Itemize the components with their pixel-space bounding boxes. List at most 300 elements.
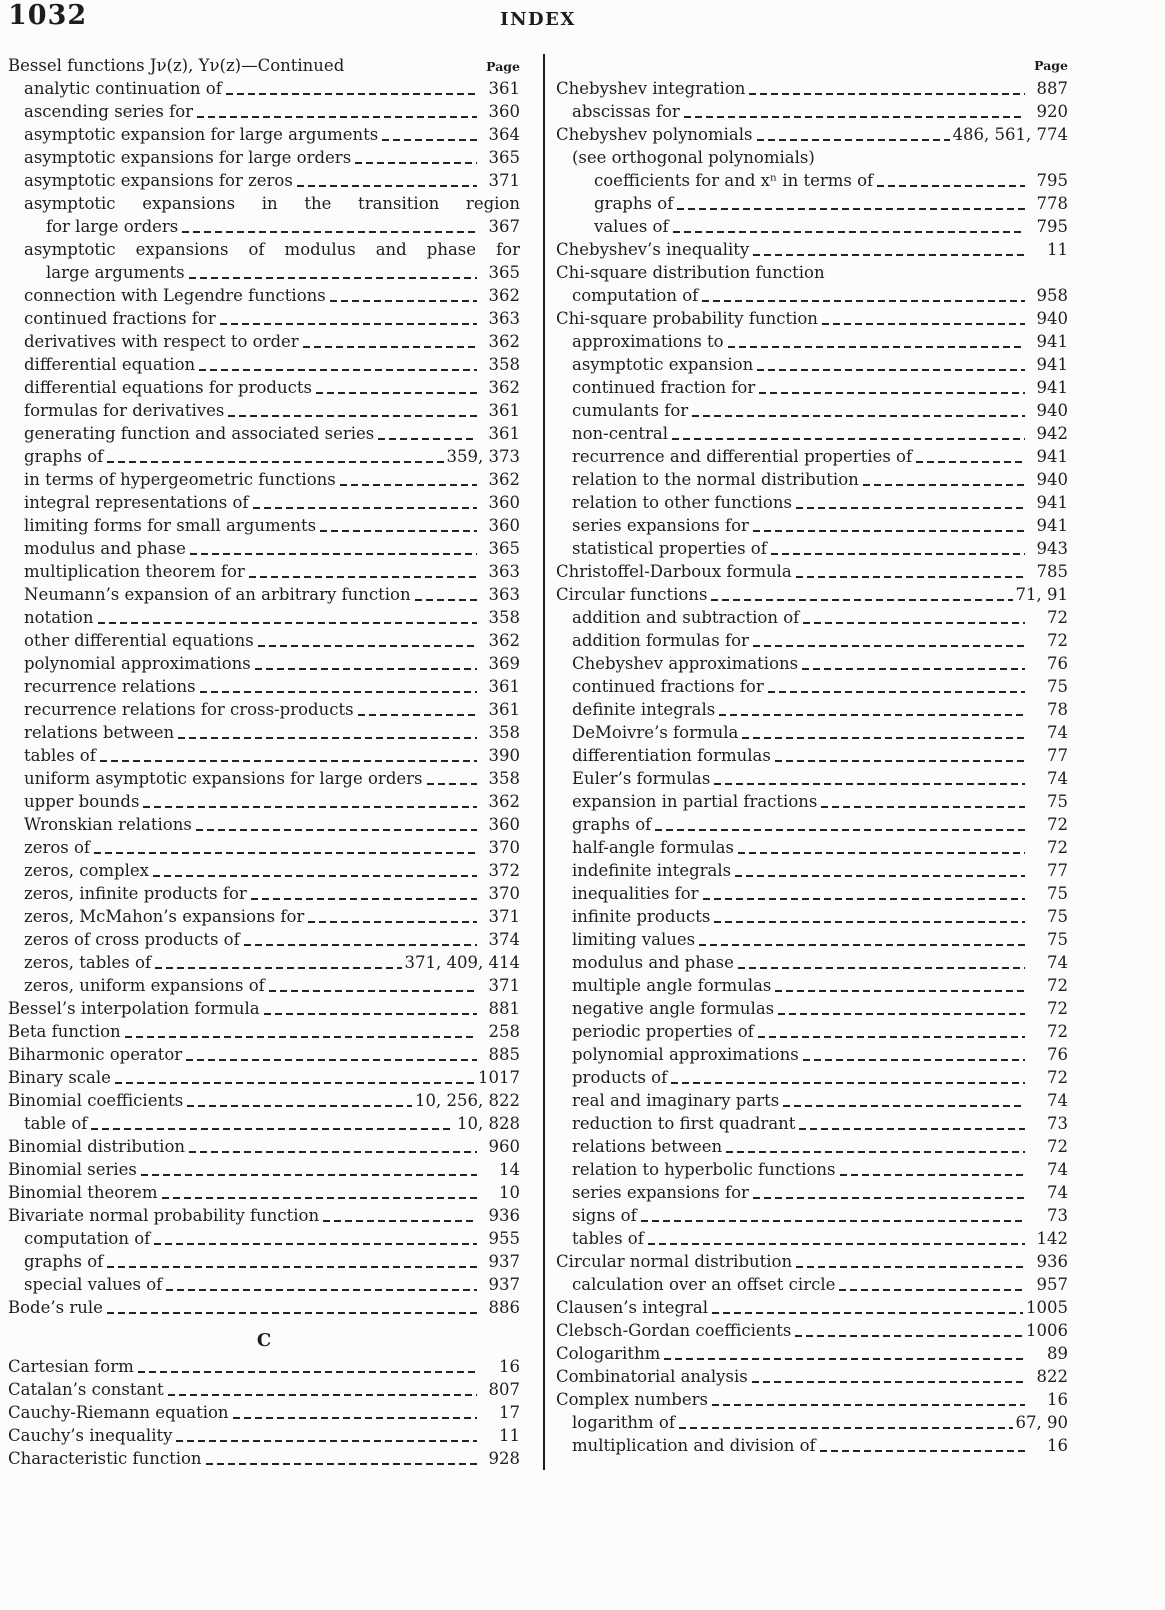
index-entry (8, 813, 520, 836)
index-entry (8, 1158, 520, 1181)
left-column (8, 54, 520, 1470)
page-number: 363 (488, 585, 520, 604)
entry-text: relation to the normal distribution (572, 470, 859, 489)
index-entry (556, 1020, 1068, 1043)
page-number: 369 (488, 654, 520, 673)
index-columns (8, 54, 1068, 1470)
page-number: 10, 828 (457, 1114, 520, 1133)
page-number: 937 (488, 1252, 520, 1271)
index-entry (556, 422, 1068, 445)
dash-leader (107, 461, 443, 463)
entry-text: differentiation formulas (572, 746, 771, 765)
entry-text: series expansions for (572, 516, 749, 535)
dash-leader (684, 116, 1025, 118)
page-number: 72 (1047, 608, 1068, 627)
dash-leader (742, 737, 1025, 739)
page-number: 371, 409, 414 (404, 953, 520, 972)
entry-text: Binomial series (8, 1160, 137, 1179)
page-number: 390 (488, 746, 520, 765)
page-number: 75 (1047, 677, 1068, 696)
index-entry (8, 905, 520, 928)
index-entry (556, 353, 1068, 376)
index-entry (556, 445, 1068, 468)
index-entry (8, 675, 520, 698)
dash-leader (775, 760, 1025, 762)
entry-text: cumulants for (572, 401, 689, 420)
dash-leader (839, 1289, 1025, 1291)
index-entry (556, 238, 1068, 261)
entry-text: zeros, tables of (24, 953, 152, 972)
page-number: 1006 (1026, 1321, 1068, 1340)
entry-text: approximations to (572, 332, 724, 351)
index-entry (8, 514, 520, 537)
dash-leader (703, 898, 1025, 900)
page-number: 941 (1036, 516, 1068, 535)
dash-leader (427, 783, 477, 785)
page-number: 928 (488, 1449, 520, 1468)
page-number: 943 (1036, 539, 1068, 558)
entry-text: asymptotic expansions of modulus and phase for (24, 240, 520, 259)
page-number: 77 (1047, 861, 1068, 880)
dash-leader (711, 599, 1012, 601)
right-entries (556, 77, 1068, 1457)
page-number: 360 (488, 815, 520, 834)
entry-text: Circular normal distribution (556, 1252, 793, 1271)
page-number: 363 (488, 562, 520, 581)
index-entry (556, 284, 1068, 307)
dash-leader (803, 1059, 1025, 1061)
page-number: 361 (488, 424, 520, 443)
index-entry (8, 1135, 520, 1158)
index-entry (556, 1112, 1068, 1135)
entry-text: modulus and phase (572, 953, 734, 972)
entry-text: statistical properties of (572, 539, 767, 558)
page-number: 359, 373 (446, 447, 520, 466)
page-number: 74 (1047, 1183, 1068, 1202)
page-number: 941 (1036, 493, 1068, 512)
dash-leader (255, 668, 477, 670)
dash-leader (197, 116, 477, 118)
entry-text: Euler’s formulas (572, 769, 711, 788)
dash-leader (155, 967, 401, 969)
dash-leader (355, 162, 477, 164)
index-entry (8, 767, 520, 790)
dash-leader (702, 300, 1025, 302)
index-entry (556, 77, 1068, 100)
page-number: 74 (1047, 1160, 1068, 1179)
page-number: 75 (1047, 930, 1068, 949)
dash-leader (795, 1335, 1023, 1337)
dash-leader (415, 599, 477, 601)
index-entry (556, 146, 1068, 169)
dash-leader (759, 392, 1025, 394)
page-number: 17 (499, 1403, 520, 1422)
entry-text: formulas for derivatives (24, 401, 225, 420)
index-entry (556, 1411, 1068, 1434)
column-divider (543, 54, 545, 1470)
page-number: 920 (1036, 102, 1068, 121)
page-number: 940 (1036, 401, 1068, 420)
page-number-header: 1032 (8, 0, 88, 31)
entry-text: Wronskian relations (24, 815, 192, 834)
dash-leader (94, 852, 477, 854)
dash-leader (253, 507, 477, 509)
dash-leader (822, 323, 1025, 325)
entry-text: Cologarithm (556, 1344, 661, 1363)
index-entry (8, 1066, 520, 1089)
index-entry (8, 1250, 520, 1273)
entry-text: relation to hyperbolic functions (572, 1160, 836, 1179)
index-entry (8, 1181, 520, 1204)
page-number: 142 (1036, 1229, 1068, 1248)
entry-text: asymptotic expansion for large arguments (24, 125, 379, 144)
dash-leader (323, 1220, 477, 1222)
dash-leader (303, 346, 477, 348)
dash-leader (125, 1036, 477, 1038)
dash-leader (655, 829, 1025, 831)
page-title: INDEX (500, 9, 576, 30)
index-entry (556, 1089, 1068, 1112)
page-number: 785 (1036, 562, 1068, 581)
dash-leader (178, 737, 477, 739)
entry-text: other differential equations (24, 631, 254, 650)
entry-text: upper bounds (24, 792, 140, 811)
page-number: 367 (488, 217, 520, 236)
page-number: 795 (1036, 217, 1068, 236)
dash-leader (228, 415, 477, 417)
index-entry (8, 100, 520, 123)
page-number: 936 (488, 1206, 520, 1225)
dash-leader (714, 783, 1025, 785)
page-number: 72 (1047, 815, 1068, 834)
index-entry (8, 284, 520, 307)
page-number: 1005 (1026, 1298, 1068, 1317)
index-entry (556, 1158, 1068, 1181)
index-entry (556, 629, 1068, 652)
index-entry (556, 1066, 1068, 1089)
entry-text: multiplication and division of (572, 1436, 816, 1455)
index-entry (8, 698, 520, 721)
entry-text: in terms of hypergeometric functions (24, 470, 336, 489)
page-number: 358 (488, 723, 520, 742)
index-entry (8, 836, 520, 859)
index-entry (556, 537, 1068, 560)
entry-text: polynomial approximations (24, 654, 251, 673)
page-number: 67, 90 (1015, 1413, 1068, 1432)
entry-text: polynomial approximations (572, 1045, 799, 1064)
dash-leader (664, 1358, 1025, 1360)
entry-text: non-central (572, 424, 669, 443)
index-entry (8, 859, 520, 882)
page-number: 72 (1047, 976, 1068, 995)
dash-leader (775, 990, 1025, 992)
dash-leader (182, 231, 477, 233)
entry-text: relations between (572, 1137, 723, 1156)
page-number: 936 (1036, 1252, 1068, 1271)
entry-text: analytic continuation of (24, 79, 222, 98)
entry-text: limiting values (572, 930, 696, 949)
dash-leader (162, 1197, 478, 1199)
index-entry (556, 698, 1068, 721)
dash-leader (735, 875, 1025, 877)
entry-text: signs of (572, 1206, 637, 1225)
left-entries (8, 77, 520, 1470)
index-entry (556, 261, 1068, 284)
page-number: 73 (1047, 1114, 1068, 1133)
entry-text: Bessel’s interpolation formula (8, 999, 260, 1018)
dash-leader (753, 1197, 1025, 1199)
index-entry (556, 560, 1068, 583)
entry-text: zeros of (24, 838, 91, 857)
dash-leader (753, 530, 1025, 532)
index-entry (556, 836, 1068, 859)
entry-text: asymptotic expansions in the transition region (24, 194, 520, 213)
index-entry (556, 606, 1068, 629)
entry-text: for large orders (46, 217, 179, 236)
entry-text: logarithm of (572, 1413, 675, 1432)
dash-leader (233, 1417, 477, 1419)
dash-leader (753, 645, 1025, 647)
entry-text: relation to other functions (572, 493, 792, 512)
entry-text: Catalan’s constant (8, 1380, 164, 1399)
dash-leader (719, 714, 1025, 716)
page-number: 77 (1047, 746, 1068, 765)
page-number: 361 (488, 401, 520, 420)
page-number: 486, 561, 774 (952, 125, 1068, 144)
dash-leader (190, 553, 477, 555)
dash-leader (863, 484, 1025, 486)
dash-leader (141, 1174, 477, 1176)
dash-leader (726, 1151, 1025, 1153)
index-entry (556, 1043, 1068, 1066)
entry-text: Clebsch-Gordan coefficients (556, 1321, 792, 1340)
index-entry (8, 1204, 520, 1227)
dash-leader (671, 1082, 1025, 1084)
index-entry (8, 399, 520, 422)
index-entry (8, 169, 520, 192)
index-entry (8, 537, 520, 560)
page-number: 361 (488, 677, 520, 696)
index-entry (8, 928, 520, 951)
entry-text: Clausen’s integral (556, 1298, 709, 1317)
entry-text: asymptotic expansions for large orders (24, 148, 352, 167)
index-entry (556, 215, 1068, 238)
entry-text: real and imaginary parts (572, 1091, 780, 1110)
entry-text: Beta function (8, 1022, 121, 1041)
index-entry (556, 951, 1068, 974)
page-number: 74 (1047, 723, 1068, 742)
entry-text: Bode’s rule (8, 1298, 103, 1317)
entry-text: recurrence and differential properties of (572, 447, 913, 466)
index-entry (556, 1135, 1068, 1158)
page-number: 72 (1047, 838, 1068, 857)
index-entry (8, 376, 520, 399)
page-number: 374 (488, 930, 520, 949)
index-entry (556, 790, 1068, 813)
index-entry (8, 790, 520, 813)
page-number: 10, 256, 822 (415, 1091, 520, 1110)
index-entry (8, 1296, 520, 1319)
index-entry (8, 606, 520, 629)
index-entry (556, 1273, 1068, 1296)
dash-leader (692, 415, 1025, 417)
entry-text: products of (572, 1068, 668, 1087)
page-number: 363 (488, 309, 520, 328)
entry-text: differential equations for products (24, 378, 312, 397)
entry-text: special values of (24, 1275, 163, 1294)
dash-leader (738, 852, 1025, 854)
page-number: 370 (488, 884, 520, 903)
page-number: 72 (1047, 999, 1068, 1018)
entry-text: graphs of (24, 1252, 104, 1271)
dash-leader (143, 806, 477, 808)
page-number: 358 (488, 355, 520, 374)
entry-text: inequalities for (572, 884, 699, 903)
dash-leader (840, 1174, 1025, 1176)
entry-text: continued fractions for (572, 677, 764, 696)
entry-text: half-angle formulas (572, 838, 734, 857)
entry-text: recurrence relations for cross-products (24, 700, 354, 719)
entry-text: Cauchy-Riemann equation (8, 1403, 229, 1422)
entry-text: Chebyshev approximations (572, 654, 799, 673)
page-number: 940 (1036, 309, 1068, 328)
index-entry (556, 1434, 1068, 1457)
page-number: 371 (488, 171, 520, 190)
entry-text: asymptotic expansions for zeros (24, 171, 293, 190)
entry-text: Complex numbers (556, 1390, 708, 1409)
entry-text: multiple angle formulas (572, 976, 772, 995)
index-entry (8, 238, 520, 261)
index-entry (556, 1227, 1068, 1250)
page-number: 362 (488, 378, 520, 397)
page-number: 72 (1047, 1068, 1068, 1087)
index-entry (556, 767, 1068, 790)
right-column (556, 54, 1068, 1470)
dash-leader (176, 1440, 477, 1442)
index-entry (556, 468, 1068, 491)
entry-text: tables of (572, 1229, 644, 1248)
page-number: 937 (488, 1275, 520, 1294)
index-entry (556, 583, 1068, 606)
entry-text: Biharmonic operator (8, 1045, 183, 1064)
page-number: 795 (1036, 171, 1068, 190)
dash-leader (308, 921, 477, 923)
page-number: 75 (1047, 792, 1068, 811)
page-number: 362 (488, 792, 520, 811)
index-entry (8, 123, 520, 146)
entry-text: Binomial coefficients (8, 1091, 184, 1110)
page-number: 1017 (478, 1068, 520, 1087)
entry-text: Cartesian form (8, 1357, 134, 1376)
entry-text: Chebyshev’s inequality (556, 240, 750, 259)
entry-text: Chi-square distribution function (556, 263, 825, 282)
dash-leader (186, 1059, 477, 1061)
page-number: 76 (1047, 654, 1068, 673)
index-entry (556, 882, 1068, 905)
dash-leader (320, 530, 477, 532)
index-entry (556, 859, 1068, 882)
index-entry (8, 1378, 520, 1401)
entry-text: Circular functions (556, 585, 708, 604)
entry-text: Cauchy’s inequality (8, 1426, 173, 1445)
dash-leader (778, 1013, 1025, 1015)
entry-text: Neumann’s expansion of an arbitrary function (24, 585, 411, 604)
index-entry (556, 1296, 1068, 1319)
dash-leader (199, 369, 477, 371)
dash-leader (821, 806, 1025, 808)
page-number: 75 (1047, 884, 1068, 903)
dash-leader (166, 1289, 477, 1291)
page-number: 361 (488, 700, 520, 719)
entry-text: generating function and associated series (24, 424, 375, 443)
dash-leader (796, 507, 1025, 509)
entry-text: Chi-square probability function (556, 309, 818, 328)
dash-leader (153, 875, 477, 877)
entry-text: graphs of (594, 194, 674, 213)
index-entry (556, 1250, 1068, 1273)
dash-leader (877, 185, 1025, 187)
dash-leader (714, 921, 1025, 923)
page-column-label: Page (486, 59, 520, 74)
page-number: 362 (488, 470, 520, 489)
index-entry (8, 1020, 520, 1043)
index-entry (8, 583, 520, 606)
page-number: 73 (1047, 1206, 1068, 1225)
index-entry (8, 77, 520, 100)
page-number: 941 (1036, 332, 1068, 351)
index-entry (8, 1273, 520, 1296)
entry-text: addition formulas for (572, 631, 749, 650)
index-entry (556, 1388, 1068, 1411)
entry-text: derivatives with respect to order (24, 332, 299, 351)
entry-text: continued fraction for (572, 378, 756, 397)
entry-text: Binary scale (8, 1068, 111, 1087)
entry-text: tables of (24, 746, 96, 765)
page-number: 941 (1036, 378, 1068, 397)
entry-text: abscissas for (572, 102, 680, 121)
entry-text: periodic properties of (572, 1022, 754, 1041)
index-entry (556, 721, 1068, 744)
entry-text: graphs of (572, 815, 652, 834)
dash-leader (757, 369, 1025, 371)
dash-leader (382, 139, 477, 141)
entry-text: differential equation (24, 355, 196, 374)
index-entry (8, 721, 520, 744)
dash-leader (820, 1450, 1025, 1452)
dash-leader (749, 93, 1025, 95)
dash-leader (264, 1013, 477, 1015)
dash-leader (771, 553, 1025, 555)
index-entry (8, 261, 520, 284)
page-number: 957 (1036, 1275, 1068, 1294)
entry-text: modulus and phase (24, 539, 186, 558)
dash-leader (752, 1381, 1025, 1383)
entry-text: Christoffel-Darboux formula (556, 562, 792, 581)
index-entry (556, 123, 1068, 146)
page-column-label: Page (1034, 58, 1068, 73)
entry-text: limiting forms for small arguments (24, 516, 317, 535)
section-heading: C (256, 1330, 272, 1351)
dash-leader (677, 208, 1025, 210)
dash-leader (802, 668, 1025, 670)
dash-leader (187, 1105, 412, 1107)
page-number: 941 (1036, 355, 1068, 374)
entry-text: values of (594, 217, 669, 236)
index-entry (556, 514, 1068, 537)
page-number: 10 (499, 1183, 520, 1202)
index-entry (556, 974, 1068, 997)
index-entry (556, 330, 1068, 353)
